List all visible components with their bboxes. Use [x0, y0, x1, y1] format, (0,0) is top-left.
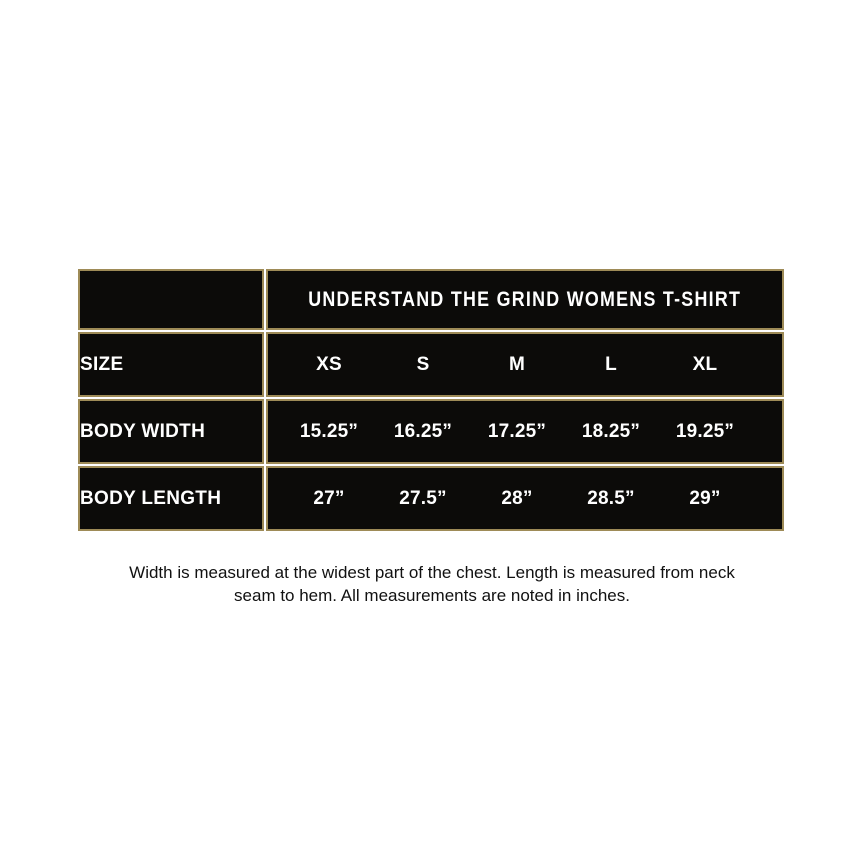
- body-width-m: 17.25”: [487, 420, 547, 442]
- body-length-xl: 29”: [689, 487, 721, 509]
- product-title-cell: [266, 269, 784, 330]
- body-length-row: [78, 466, 784, 531]
- size-xs: XS: [316, 353, 342, 375]
- body-length-label-cell: [78, 466, 264, 531]
- body-length-values: [268, 488, 782, 510]
- body-length-m: 28”: [501, 487, 533, 509]
- size-row: [78, 332, 784, 397]
- size-values: [268, 354, 782, 376]
- body-width-l: 18.25”: [581, 420, 641, 442]
- header-row: [78, 269, 784, 330]
- body-width-label: BODY WIDTH: [80, 420, 206, 442]
- size-m: M: [508, 353, 526, 375]
- body-length-label: BODY LENGTH: [80, 487, 222, 509]
- body-width-values: [268, 421, 782, 443]
- body-length-s: 27.5”: [399, 487, 447, 509]
- body-width-xs: 15.25”: [299, 420, 359, 442]
- size-s: S: [416, 353, 430, 375]
- measurement-note-line2: seam to hem. All measurements are noted in inches.: [234, 586, 630, 605]
- body-width-xl: 19.25”: [675, 420, 735, 442]
- body-width-row: [78, 399, 784, 464]
- size-row-label-cell: [78, 332, 264, 397]
- size-l: L: [605, 353, 617, 375]
- size-row-label: SIZE: [80, 353, 124, 375]
- product-title: UNDERSTAND THE GRIND WOMENS T-SHIRT: [308, 287, 742, 311]
- size-chart-table: [76, 267, 786, 533]
- body-width-values-cell: [266, 399, 784, 464]
- empty-header-cell: [78, 269, 264, 330]
- measurement-note: [0, 561, 864, 607]
- size-xl: XL: [692, 353, 718, 375]
- measurement-note-line1: Width is measured at the widest part of the chest. Length is measured from neck: [129, 563, 735, 582]
- body-length-values-cell: [266, 466, 784, 531]
- body-width-label-cell: [78, 399, 264, 464]
- body-length-xs: 27”: [313, 487, 345, 509]
- size-chart: [76, 267, 786, 533]
- body-length-l: 28.5”: [587, 487, 635, 509]
- body-width-s: 16.25”: [393, 420, 453, 442]
- size-row-values-cell: [266, 332, 784, 397]
